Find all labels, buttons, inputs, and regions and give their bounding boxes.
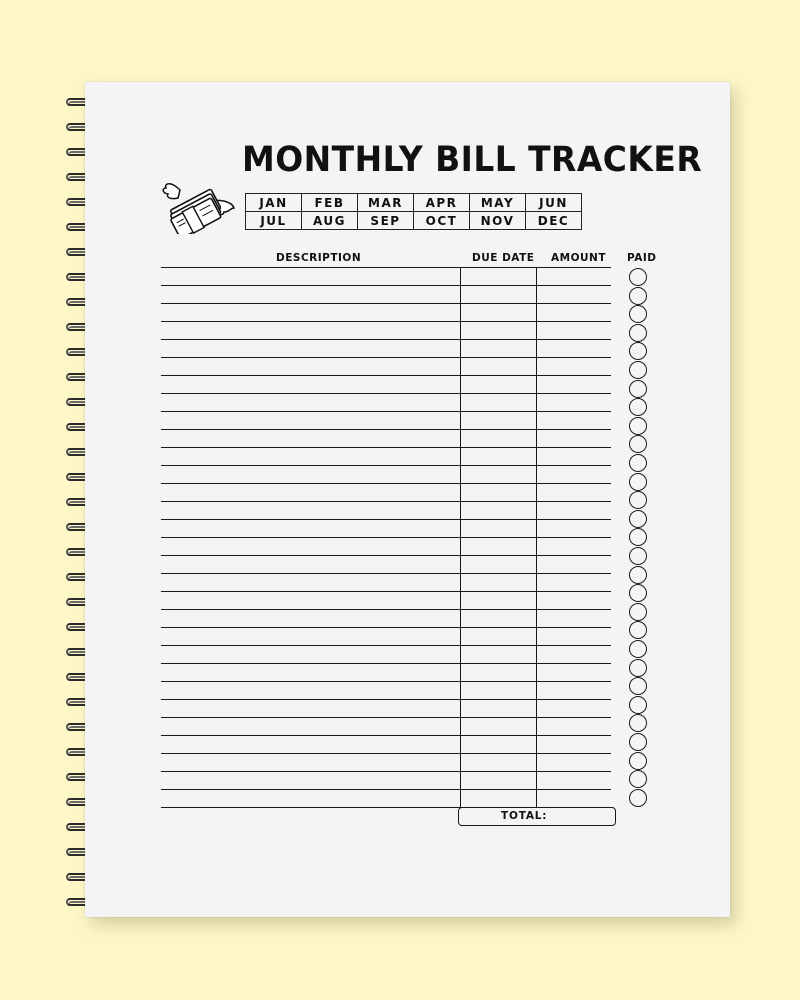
amount-divider (536, 267, 537, 807)
page-title: MONTHLY BILL TRACKER (242, 140, 703, 180)
paid-checkbox[interactable] (629, 510, 647, 528)
paid-checkbox[interactable] (629, 733, 647, 751)
table-row[interactable] (161, 339, 611, 340)
paid-checkbox[interactable] (629, 417, 647, 435)
table-row[interactable] (161, 411, 611, 412)
table-row[interactable] (161, 681, 611, 682)
table-row[interactable] (161, 303, 611, 304)
paid-checkbox[interactable] (629, 324, 647, 342)
table-row[interactable] (161, 447, 611, 448)
due-date-divider (460, 267, 461, 807)
paid-checkbox[interactable] (629, 454, 647, 472)
paid-checkbox[interactable] (629, 287, 647, 305)
total-label: TOTAL: (501, 810, 548, 822)
table-row[interactable] (161, 285, 611, 286)
month-selector (245, 193, 582, 230)
description-header: DESCRIPTION (276, 252, 362, 264)
table-row[interactable] (161, 375, 611, 376)
table-row[interactable] (161, 753, 611, 754)
table-row[interactable] (161, 429, 611, 430)
month-mar[interactable]: MAR (358, 194, 414, 212)
table-row[interactable] (161, 465, 611, 466)
month-may[interactable]: MAY (470, 194, 526, 212)
month-jan[interactable]: JAN (246, 194, 302, 212)
month-oct[interactable]: OCT (414, 212, 470, 230)
paid-checkbox[interactable] (629, 547, 647, 565)
month-nov[interactable]: NOV (470, 212, 526, 230)
paid-checkbox[interactable] (629, 789, 647, 807)
table-row[interactable] (161, 735, 611, 736)
table-row[interactable] (161, 537, 611, 538)
table-row[interactable] (161, 609, 611, 610)
table-row[interactable] (161, 267, 611, 268)
month-apr[interactable]: APR (414, 194, 470, 212)
month-aug[interactable]: AUG (302, 212, 358, 230)
table-row[interactable] (161, 771, 611, 772)
table-row[interactable] (161, 789, 611, 790)
table-row[interactable] (161, 627, 611, 628)
table-row[interactable] (161, 645, 611, 646)
month-jul[interactable]: JUL (246, 212, 302, 230)
month-row (246, 194, 582, 212)
table-row[interactable] (161, 519, 611, 520)
paid-checkbox[interactable] (629, 380, 647, 398)
month-feb[interactable]: FEB (302, 194, 358, 212)
month-row (246, 212, 582, 230)
table-row[interactable] (161, 717, 611, 718)
month-jun[interactable]: JUN (526, 194, 582, 212)
paid-checkbox[interactable] (629, 696, 647, 714)
table-row[interactable] (161, 483, 611, 484)
table-row[interactable] (161, 393, 611, 394)
table-row[interactable] (161, 357, 611, 358)
paid-checkbox[interactable] (629, 566, 647, 584)
paid-checkbox[interactable] (629, 473, 647, 491)
paid-checkbox[interactable] (629, 603, 647, 621)
paid-checkbox[interactable] (629, 752, 647, 770)
paid-checkbox[interactable] (629, 659, 647, 677)
flying-money-icon (158, 172, 238, 234)
paid-checkbox[interactable] (629, 361, 647, 379)
table-row[interactable] (161, 555, 611, 556)
month-dec[interactable]: DEC (526, 212, 582, 230)
table-row[interactable] (161, 321, 611, 322)
table-row[interactable] (161, 591, 611, 592)
table-row[interactable] (161, 501, 611, 502)
amount-header: AMOUNT (551, 252, 606, 264)
paid-checkbox[interactable] (629, 268, 647, 286)
bill-table (161, 267, 611, 807)
table-row[interactable] (161, 663, 611, 664)
due-date-header: DUE DATE (472, 252, 535, 264)
paid-checkbox[interactable] (629, 640, 647, 658)
table-row[interactable] (161, 699, 611, 700)
total-field[interactable] (458, 807, 616, 826)
table-row[interactable] (161, 573, 611, 574)
month-sep[interactable]: SEP (358, 212, 414, 230)
paid-header: PAID (627, 252, 657, 264)
